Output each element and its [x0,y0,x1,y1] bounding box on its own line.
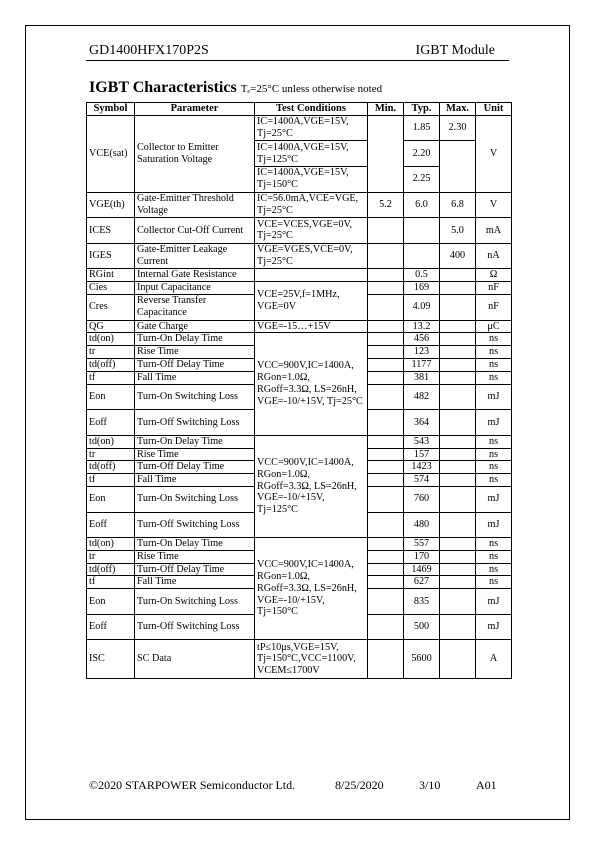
parameter-cell: Internal Gate Resistance [135,269,255,282]
parameter-cell: Fall Time [135,371,255,384]
table-row [87,333,512,346]
max-cell [440,333,476,346]
table-row [87,640,512,679]
unit-cell: mJ [476,384,512,410]
min-cell [368,614,404,640]
max-cell: 400 [440,243,476,269]
max-cell [440,448,476,461]
typ-cell: 2.25 [404,166,440,192]
min-cell [368,218,404,244]
col-typ: Typ. [404,103,440,116]
col-min: Min. [368,103,404,116]
parameter-cell: Fall Time [135,474,255,487]
symbol-cell: ICES [87,218,135,244]
typ-cell: 627 [404,576,440,589]
max-cell [440,371,476,384]
symbol-cell: tr [87,346,135,359]
unit-cell: nF [476,294,512,320]
max-cell [440,614,476,640]
min-cell [368,461,404,474]
unit-cell: V [476,115,512,192]
typ-cell: 1.85 [404,115,440,141]
section-title [89,79,382,97]
parameter-cell: SC Data [135,640,255,679]
col-parameter: Parameter [135,103,255,116]
table-row [87,320,512,333]
unit-cell: mJ [476,614,512,640]
max-cell [440,282,476,295]
table-row [87,269,512,282]
symbol-cell: td(on) [87,333,135,346]
unit-cell: ns [476,346,512,359]
symbol-cell: Cies [87,282,135,295]
typ-cell: 760 [404,486,440,512]
symbol-cell: td(on) [87,538,135,551]
table-row [87,218,512,244]
table-row [87,243,512,269]
min-cell [368,563,404,576]
condition-cell: VCC=900V,IC=1400A, RGon=1.0Ω, RGoff=3.3Ω, LS=26nH, VGE=-10/+15V, Tj=25°C [255,333,368,435]
symbol-cell: VCE(sat) [87,115,135,192]
max-cell [440,358,476,371]
unit-cell: nF [476,282,512,295]
table-row [87,115,512,141]
parameter-cell: Turn-Off Switching Loss [135,512,255,538]
condition-cell: VGE=-15…+15V [255,320,368,333]
symbol-cell: Eon [87,589,135,615]
max-cell [440,563,476,576]
condition-cell: VCC=900V,IC=1400A, RGon=1.0Ω, RGoff=3.3Ω, LS=26nH, VGE=-10/+15V, Tj=150°C [255,538,368,640]
unit-cell: mJ [476,486,512,512]
max-cell [440,589,476,615]
max-cell [440,435,476,448]
condition-cell: tP≤10μs,VGE=15V, Tj=150°C,VCC=1100V, VCEM≤1700V [255,640,368,679]
typ-cell: 170 [404,550,440,563]
table-row [87,282,512,295]
footer-revision: A01 [476,778,497,792]
parameter-cell: Turn-Off Switching Loss [135,410,255,436]
typ-cell: 574 [404,474,440,487]
typ-cell [404,243,440,269]
table-row [87,435,512,448]
min-cell [368,486,404,512]
parameter-cell: Turn-On Delay Time [135,538,255,551]
typ-cell [404,218,440,244]
header-rule [86,60,509,61]
symbol-cell: td(off) [87,461,135,474]
typ-cell: 500 [404,614,440,640]
unit-cell: V [476,192,512,218]
max-cell [440,640,476,679]
max-cell [440,384,476,410]
max-cell [440,294,476,320]
typ-cell: 1469 [404,563,440,576]
part-number: GD1400HFX170P2S [89,43,209,58]
parameter-cell: Reverse Transfer Capacitance [135,294,255,320]
min-cell [368,538,404,551]
section-title-text: IGBT Characteristics [89,79,237,96]
parameter-cell: Turn-On Delay Time [135,333,255,346]
condition-cell: VCE=25V,f=1MHz, VGE=0V [255,282,368,320]
min-cell [368,435,404,448]
condition-cell: IC=1400A,VGE=15V, Tj=125°C [255,141,368,167]
symbol-cell: Eoff [87,614,135,640]
typ-cell: 1423 [404,461,440,474]
max-cell [440,141,476,192]
max-cell [440,269,476,282]
typ-cell: 480 [404,512,440,538]
parameter-cell: Gate-Emitter Threshold Voltage [135,192,255,218]
max-cell [440,576,476,589]
parameter-cell: Turn-On Delay Time [135,435,255,448]
min-cell [368,320,404,333]
typ-cell: 1177 [404,358,440,371]
unit-cell: ns [476,550,512,563]
typ-cell: 123 [404,346,440,359]
typ-cell: 482 [404,384,440,410]
table-row [87,192,512,218]
parameter-cell: Turn-Off Switching Loss [135,614,255,640]
parameter-cell: Rise Time [135,550,255,563]
document-type: IGBT Module [415,43,495,58]
symbol-cell: Eoff [87,512,135,538]
parameter-cell: Rise Time [135,448,255,461]
typ-cell: 4.09 [404,294,440,320]
condition-cell: IC=1400A,VGE=15V, Tj=25°C [255,115,368,141]
parameter-cell: Turn-Off Delay Time [135,461,255,474]
symbol-cell: tf [87,576,135,589]
condition-cell: VCC=900V,IC=1400A, RGon=1.0Ω, RGoff=3.3Ω, LS=26nH, VGE=-10/+15V, Tj=125°C [255,435,368,537]
min-cell [368,550,404,563]
min-cell [368,333,404,346]
symbol-cell: ISC [87,640,135,679]
symbol-cell: tr [87,448,135,461]
parameter-cell: Gate Charge [135,320,255,333]
typ-cell: 6.0 [404,192,440,218]
unit-cell: mJ [476,512,512,538]
typ-cell: 13.2 [404,320,440,333]
min-cell [368,294,404,320]
symbol-cell: QG [87,320,135,333]
min-cell [368,384,404,410]
condition-cell: VCE=VCES,VGE=0V, Tj=25°C [255,218,368,244]
unit-cell: ns [476,358,512,371]
min-cell [368,346,404,359]
min-cell [368,358,404,371]
unit-cell: ns [476,576,512,589]
col-test-conditions: Test Conditions [255,103,368,116]
condition-cell: VGE=VGES,VCE=0V, Tj=25°C [255,243,368,269]
unit-cell: Ω [476,269,512,282]
min-cell [368,269,404,282]
unit-cell: ns [476,563,512,576]
min-cell [368,448,404,461]
unit-cell: ns [476,474,512,487]
min-cell [368,576,404,589]
symbol-cell: tr [87,550,135,563]
unit-cell: ns [476,461,512,474]
min-cell [368,115,404,192]
symbol-cell: Eon [87,384,135,410]
symbol-cell: Cres [87,294,135,320]
symbol-cell: tf [87,371,135,384]
typ-cell: 169 [404,282,440,295]
max-cell [440,320,476,333]
condition-cell [255,269,368,282]
max-cell: 6.8 [440,192,476,218]
unit-cell: ns [476,435,512,448]
unit-cell: ns [476,333,512,346]
max-cell [440,512,476,538]
parameter-cell: Turn-On Switching Loss [135,486,255,512]
symbol-cell: IGES [87,243,135,269]
max-cell [440,346,476,359]
unit-cell: mJ [476,589,512,615]
parameter-cell: Gate-Emitter Leakage Current [135,243,255,269]
table-row [87,538,512,551]
condition-cell: IC=1400A,VGE=15V, Tj=150°C [255,166,368,192]
max-cell [440,486,476,512]
footer-page-number: 3/10 [419,778,441,792]
max-cell [440,474,476,487]
unit-cell: A [476,640,512,679]
typ-cell: 157 [404,448,440,461]
max-cell [440,550,476,563]
parameter-cell: Turn-Off Delay Time [135,358,255,371]
parameter-cell: Input Capacitance [135,282,255,295]
parameter-cell: Fall Time [135,576,255,589]
section-condition: Tₑ=25°C unless otherwise noted [240,83,383,95]
max-cell [440,461,476,474]
typ-cell: 0.5 [404,269,440,282]
max-cell [440,538,476,551]
max-cell: 5.0 [440,218,476,244]
col-unit: Unit [476,103,512,116]
parameter-cell: Collector Cut-Off Current [135,218,255,244]
footer-date: 8/25/2020 [335,778,384,792]
unit-cell: μC [476,320,512,333]
unit-cell: mJ [476,410,512,436]
footer-copyright: ©2020 STARPOWER Semiconductor Ltd. [89,778,296,792]
parameter-cell: Turn-Off Delay Time [135,563,255,576]
parameter-cell: Rise Time [135,346,255,359]
symbol-cell: td(off) [87,358,135,371]
min-cell [368,282,404,295]
symbol-cell: Eoff [87,410,135,436]
min-cell [368,589,404,615]
igbt-characteristics-table [86,102,512,679]
unit-cell: mA [476,218,512,244]
symbol-cell: VGE(th) [87,192,135,218]
min-cell [368,371,404,384]
parameter-cell: Collector to Emitter Saturation Voltage [135,115,255,192]
unit-cell: ns [476,371,512,384]
max-cell: 2.30 [440,115,476,141]
typ-cell: 381 [404,371,440,384]
typ-cell: 2.20 [404,141,440,167]
symbol-cell: tf [87,474,135,487]
typ-cell: 557 [404,538,440,551]
min-cell [368,243,404,269]
typ-cell: 835 [404,589,440,615]
parameter-cell: Turn-On Switching Loss [135,384,255,410]
typ-cell: 364 [404,410,440,436]
unit-cell: ns [476,538,512,551]
min-cell [368,640,404,679]
min-cell [368,410,404,436]
col-max: Max. [440,103,476,116]
symbol-cell: td(on) [87,435,135,448]
symbol-cell: RGint [87,269,135,282]
parameter-cell: Turn-On Switching Loss [135,589,255,615]
symbol-cell: td(off) [87,563,135,576]
switching-rows [87,333,512,640]
unit-cell: ns [476,448,512,461]
condition-cell: IC=56.0mA,VCE=VGE, Tj=25°C [255,192,368,218]
table-header-row [87,103,512,116]
symbol-cell: Eon [87,486,135,512]
unit-cell: nA [476,243,512,269]
typ-cell: 543 [404,435,440,448]
col-symbol: Symbol [87,103,135,116]
min-cell [368,512,404,538]
min-cell [368,474,404,487]
typ-cell: 456 [404,333,440,346]
min-cell: 5.2 [368,192,404,218]
typ-cell: 5600 [404,640,440,679]
max-cell [440,410,476,436]
